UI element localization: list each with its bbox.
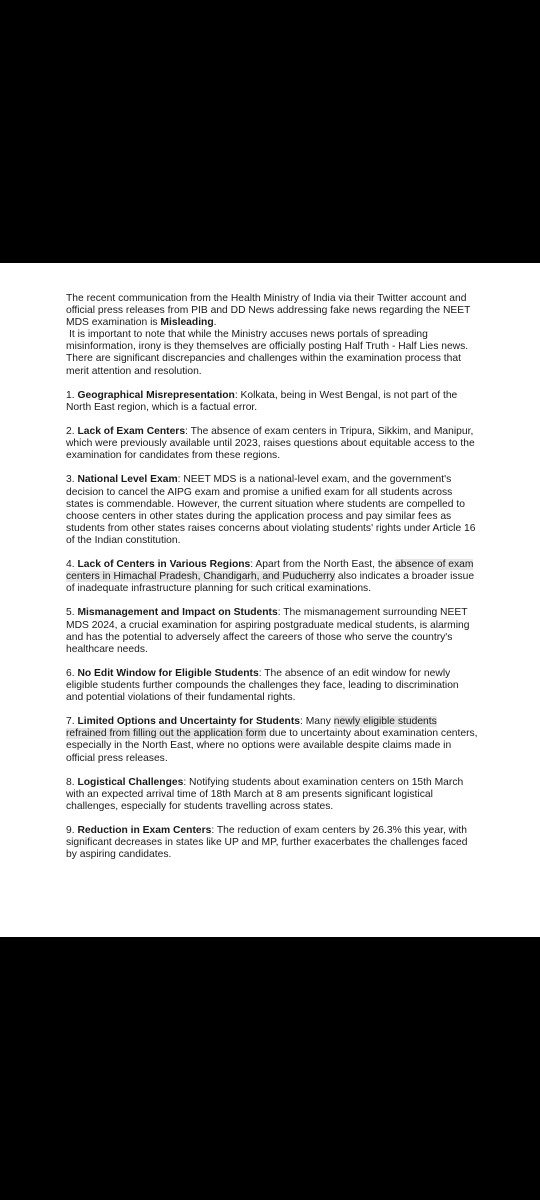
point-7: 7. Limited Options and Uncertainty for Students: Many newly eligible students refrained from filling out the application form due to uncertainty about examination centers, especially in the North East, where no options were available despite claims made in official press releases. bbox=[66, 716, 478, 764]
point-6: 6. No Edit Window for Eligible Students: The absence of an edit window for newly eligible students further compounds the challenges they face, leading to discrimination and potential violations of their fundamental rights. bbox=[66, 667, 459, 704]
point-2-title: Lack of Exam Centers bbox=[77, 426, 186, 438]
point-5: 5. Mismanagement and Impact on Students: The mismanagement surrounding NEET MDS 2024, a crucial examination for aspiring postgraduate medical students, is alarming and has the potential to adversely affect the careers of those who serve the country's healthcare needs. bbox=[66, 607, 470, 655]
point-4: 4. Lack of Centers in Various Regions: Apart from the North East, the absence of exam centers in Himachal Pradesh, Chandigarh, and Puducherry also indicates a broader issue of inadequate infrastructure planning for such critical examinations. bbox=[66, 559, 475, 595]
document-page bbox=[0, 263, 540, 937]
point-8-text: : Notifying students about examination centers on 15th March with an expected arrival time of 18th March at 8 am presents significant logistical challenges, especially for students travelling across states. bbox=[66, 776, 464, 812]
point-8: 8. Logistical Challenges: Notifying students about examination centers on 15th March with an expected arrival time of 18th March at 8 am presents significant logistical challenges, especially for students travelling across states. bbox=[66, 776, 464, 812]
point-4-title: Lack of Centers in Various Regions bbox=[77, 559, 251, 571]
point-9: 9. Reduction in Exam Centers: The reduction of exam centers by 26.3% this year, with significant decreases in states like UP and MP, further exacerbates the challenges faced by aspiring candidates. bbox=[66, 825, 468, 861]
point-1-title: Geographical Misrepresentation bbox=[77, 389, 235, 401]
point-3-title: National Level Exam bbox=[77, 474, 178, 486]
intro-text-end: . bbox=[213, 317, 217, 329]
intro-text: The recent communication from the Health Ministry of India via their Twitter account and official press releases from PIB and DD News addressing fake news regarding the NEET MDS examination is bbox=[66, 293, 471, 329]
point-5-title: Mismanagement and Impact on Students bbox=[77, 607, 278, 619]
point-4-highlight: absence of exam centers in Himachal Pradesh, Chandigarh, and Puducherry bbox=[66, 559, 474, 583]
point-9-title: Reduction in Exam Centers bbox=[77, 825, 212, 837]
point-7-title: Limited Options and Uncertainty for Students bbox=[77, 716, 300, 728]
point-7-highlight: newly eligible students refrained from filling out the application form bbox=[66, 716, 437, 740]
point-2-text: : The absence of exam centers in Tripura, Sikkim, and Manipur, which were previously available until 2023, raises questions about equitable access to the examination for candidates from these regions. bbox=[66, 426, 475, 462]
document-body bbox=[66, 293, 478, 874]
point-5-text: : The mismanagement surrounding NEET MDS 2024, a crucial examination for aspiring postgraduate medical students, is alarming and has the potential to adversely affect the careers of those who serve the country's healthcare needs. bbox=[66, 607, 470, 655]
point-9-text: : The reduction of exam centers by 26.3% this year, with significant decreases in states like UP and MP, further exacerbates the challenges faced by aspiring candidates. bbox=[66, 825, 468, 861]
point-1-text: : Kolkata, being in West Bengal, is not part of the North East region, which is a factual error. bbox=[66, 389, 458, 413]
point-1: 1. Geographical Misrepresentation: Kolkata, being in West Bengal, is not part of the North East region, which is a factual error. bbox=[66, 389, 458, 413]
point-3-text: : NEET MDS is a national-level exam, and the government's decision to cancel the AIPG exam and promise a unified exam for all students across states is commendable. However, the current situation where students are compelled to choose centers in other states during the application process and pay similar fees as students from other states raises concerns about violating students' rights under Article 16 of the Indian constitution. bbox=[66, 474, 476, 546]
point-6-text: : The absence of an edit window for newly eligible students further compounds the challenges they face, leading to discrimination and potential violations of their fundamental rights. bbox=[66, 667, 459, 704]
point-6-title: No Edit Window for Eligible Students bbox=[77, 667, 259, 679]
intro-paragraph bbox=[66, 293, 478, 378]
point-3: 3. National Level Exam: NEET MDS is a national-level exam, and the government's decision to cancel the AIPG exam and promise a unified exam for all students across states is commendable. However, the current situation where students are compelled to choose centers in other states during the application process and pay similar fees as students from other states raises concerns about violating students' rights under Article 16 of the Indian constitution. bbox=[66, 474, 476, 546]
point-2: 2. Lack of Exam Centers: The absence of exam centers in Tripura, Sikkim, and Manipur, which were previously available until 2023, raises questions about equitable access to the examination for candidates from these regions. bbox=[66, 426, 475, 462]
intro-second-line: It is important to note that while the Ministry accuses news portals of spreading misinformation, irony is they themselves are officially posting Half Truth - Half Lies news. There are significant discrepancies and challenges within the examination process that merit attention and resolution. bbox=[66, 329, 469, 377]
point-8-title: Logistical Challenges bbox=[77, 776, 184, 788]
intro-bold: Misleading bbox=[160, 317, 214, 329]
